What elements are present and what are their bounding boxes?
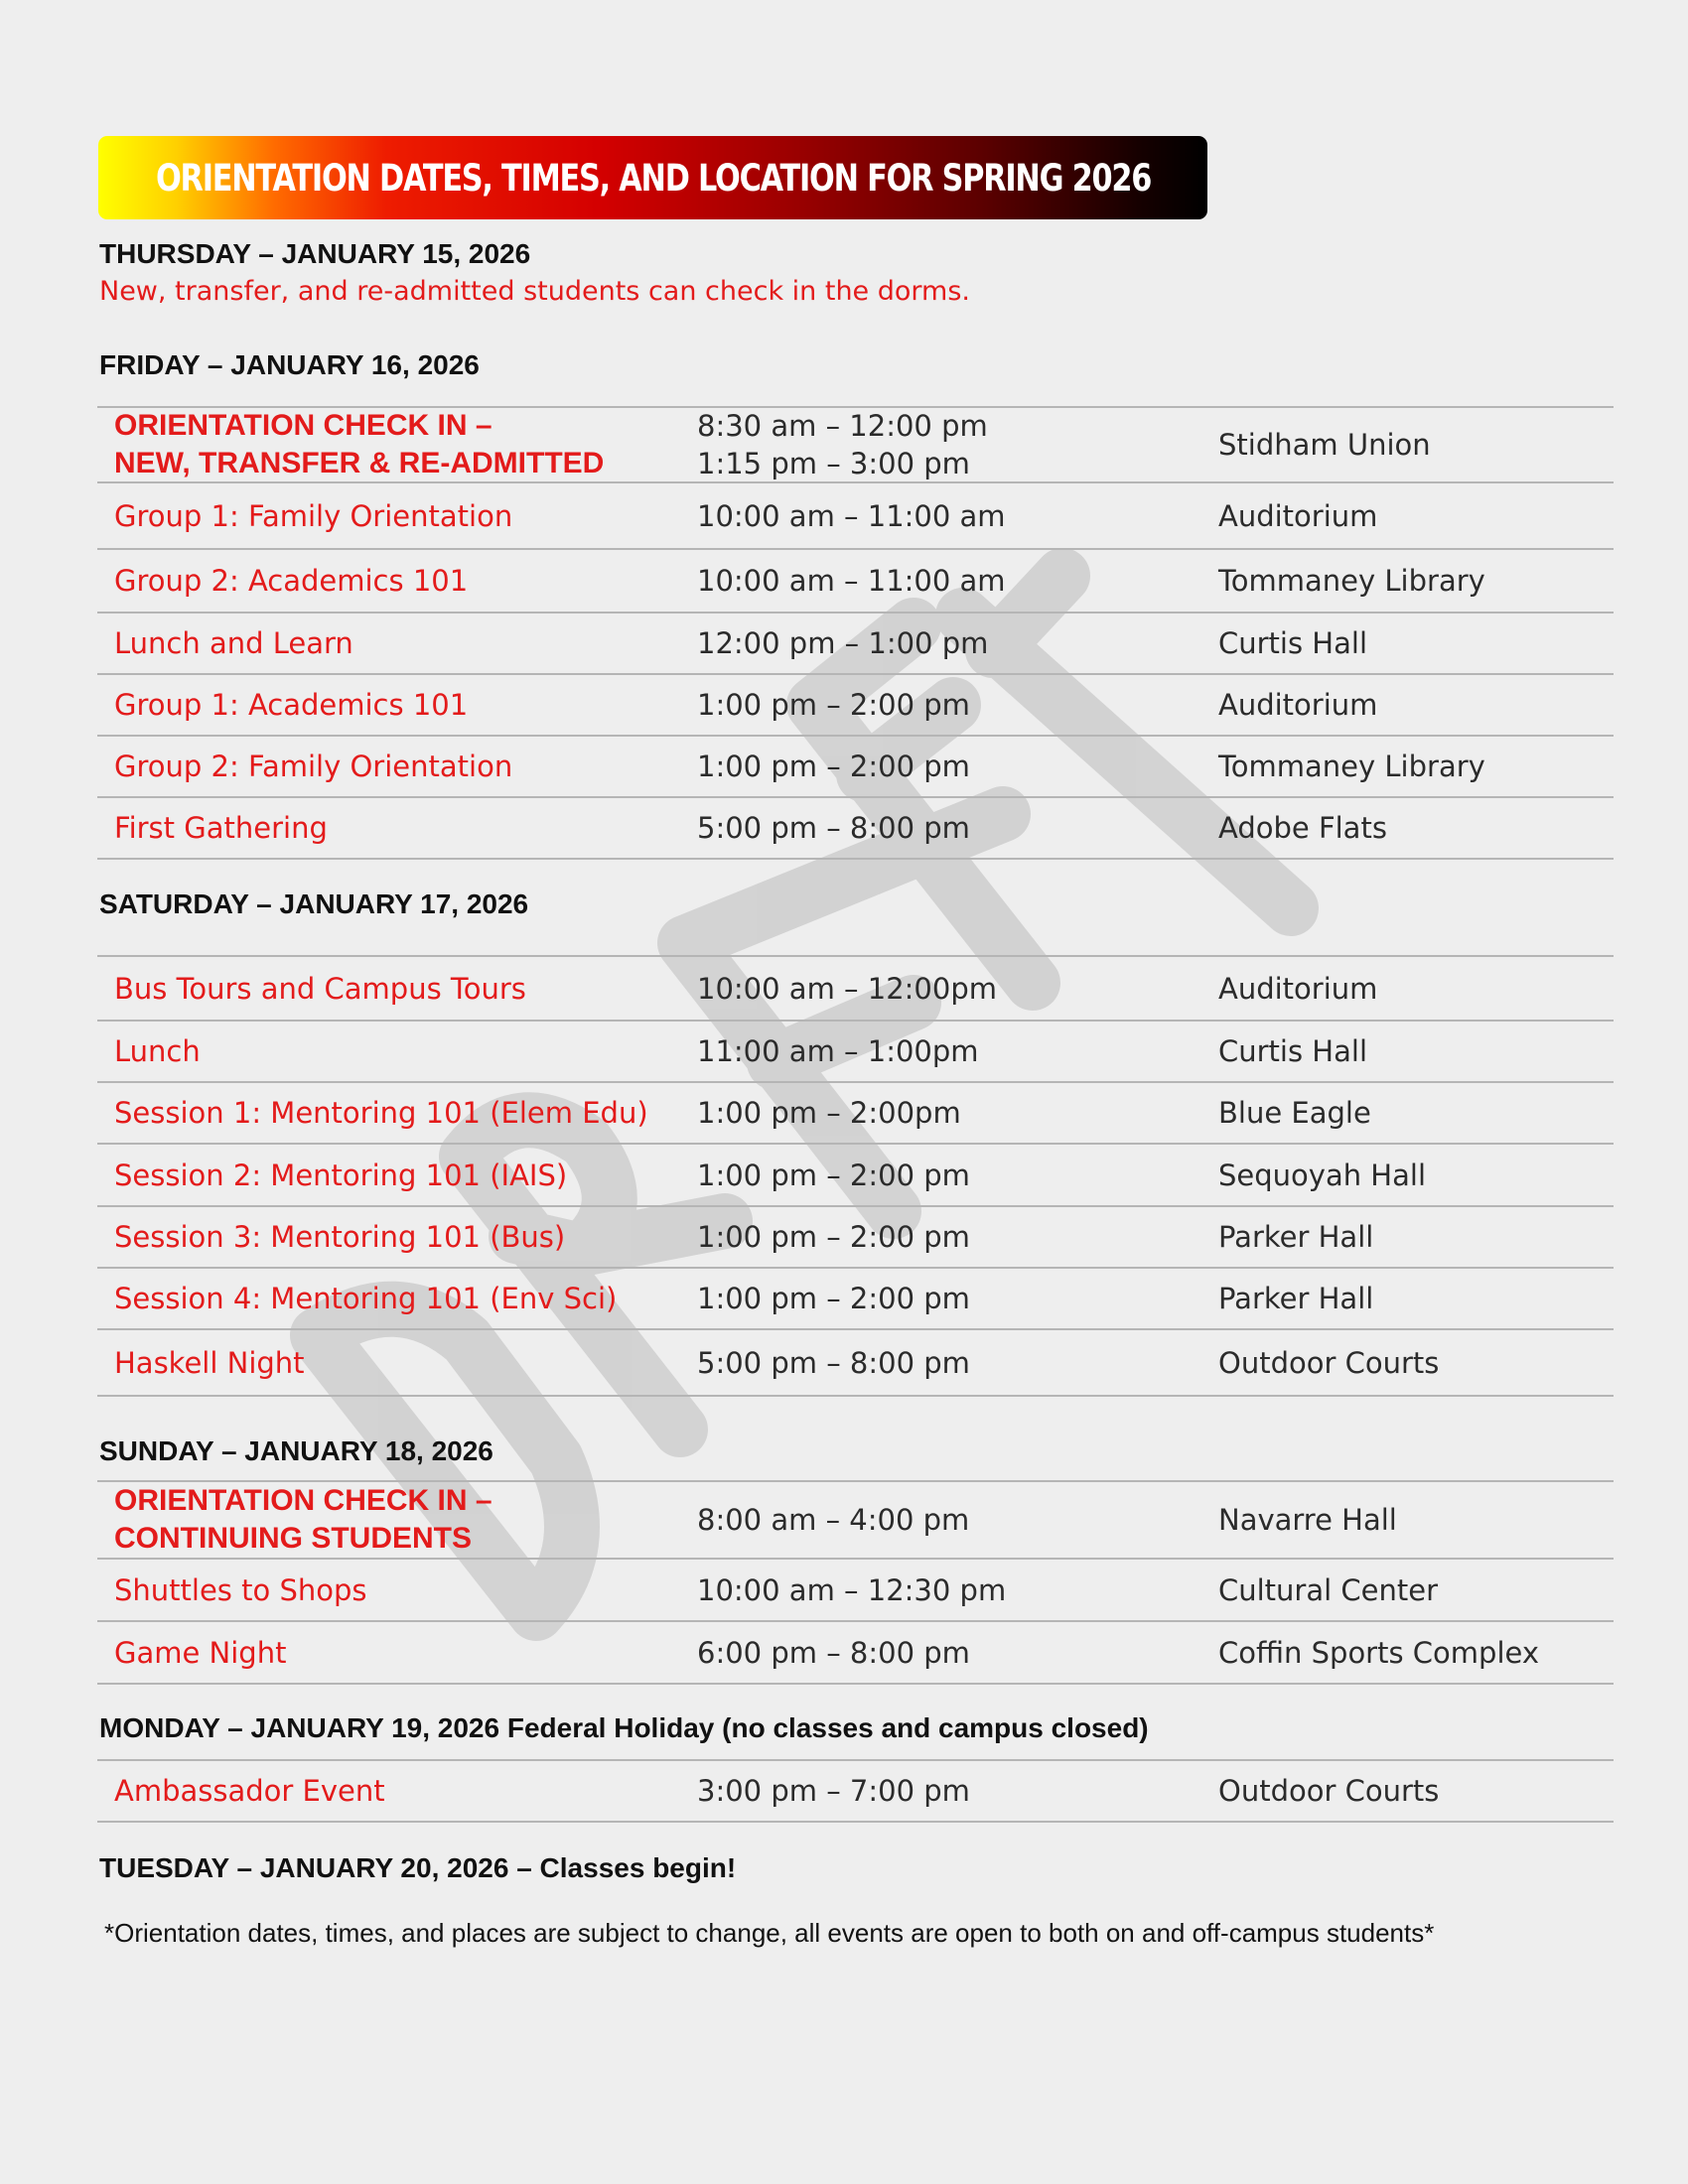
event-name: Session 2: Mentoring 101 (IAIS) — [114, 1158, 568, 1192]
event-location: Sequoyah Hall — [1218, 1158, 1427, 1192]
event-location: Parker Hall — [1218, 1220, 1374, 1254]
table-row — [97, 1482, 1614, 1558]
event-name: Lunch and Learn — [114, 626, 353, 660]
table-row — [97, 798, 1614, 858]
event-time: 10:00 am – 12:00pm — [697, 971, 997, 1006]
event-location: Tommaney Library — [1218, 564, 1485, 598]
divider — [97, 1395, 1614, 1397]
event-location: Outdoor Courts — [1218, 1774, 1440, 1808]
event-location: Auditorium — [1218, 498, 1378, 533]
divider — [97, 1683, 1614, 1685]
event-name: Shuttles to Shops — [114, 1572, 367, 1607]
event-location: Curtis Hall — [1218, 626, 1367, 660]
table-row — [97, 1022, 1614, 1081]
event-name: ORIENTATION CHECK IN – CONTINUING STUDENTS — [114, 1484, 492, 1555]
event-location: Cultural Center — [1218, 1572, 1439, 1607]
table-row — [97, 1083, 1614, 1143]
monday-heading: MONDAY – JANUARY 19, 2026 Federal Holiday (no classes and campus closed) — [99, 1712, 1149, 1743]
event-time: 5:00 pm – 8:00 pm — [697, 1345, 970, 1380]
title-banner — [98, 136, 1207, 219]
tuesday-heading: TUESDAY – JANUARY 20, 2026 – Classes begin! — [99, 1852, 737, 1883]
event-name: Lunch — [114, 1034, 201, 1068]
event-location: Parker Hall — [1218, 1282, 1374, 1315]
event-time: 3:00 pm – 7:00 pm — [697, 1774, 970, 1808]
event-name: Group 2: Academics 101 — [114, 564, 469, 598]
event-name: Group 1: Academics 101 — [114, 688, 469, 722]
event-time: 10:00 am – 11:00 am — [697, 498, 1006, 533]
event-time: 12:00 pm – 1:00 pm — [697, 626, 989, 660]
event-time: 11:00 am – 1:00pm — [697, 1034, 979, 1068]
event-location: Tommaney Library — [1218, 750, 1485, 783]
event-time: 10:00 am – 11:00 am — [697, 564, 1006, 598]
event-location: Outdoor Courts — [1218, 1345, 1440, 1380]
table-row — [97, 957, 1614, 1020]
thursday-note: New, transfer, and re-admitted students can check in the dorms. — [99, 276, 970, 307]
event-time: 1:00 pm – 2:00pm — [697, 1096, 961, 1130]
event-name: First Gathering — [114, 811, 328, 845]
table-row — [97, 1330, 1614, 1395]
table-row — [97, 1560, 1614, 1620]
event-location: Blue Eagle — [1218, 1096, 1371, 1130]
event-time: 1:00 pm – 2:00 pm — [697, 750, 970, 783]
event-location: Adobe Flats — [1218, 811, 1387, 845]
event-time: 10:00 am – 12:30 pm — [697, 1572, 1007, 1607]
table-row — [97, 1761, 1614, 1821]
sunday-heading: SUNDAY – JANUARY 18, 2026 — [99, 1435, 493, 1466]
table-row — [97, 675, 1614, 735]
page-title: ORIENTATION DATES, TIMES, AND LOCATION FOR SPRING 2026 — [156, 156, 1152, 200]
table-row — [97, 1269, 1614, 1328]
event-name: Ambassador Event — [114, 1774, 385, 1808]
saturday-heading: SATURDAY – JANUARY 17, 2026 — [99, 888, 529, 919]
table-row — [97, 407, 1614, 482]
event-name: Haskell Night — [114, 1345, 305, 1380]
event-location: Curtis Hall — [1218, 1034, 1367, 1068]
event-time: 1:00 pm – 2:00 pm — [697, 1158, 970, 1192]
event-time: 5:00 pm – 8:00 pm — [697, 811, 970, 845]
event-location: Stidham Union — [1218, 428, 1431, 462]
table-row — [97, 614, 1614, 673]
event-name: ORIENTATION CHECK IN – NEW, TRANSFER & RE-ADMITTED — [114, 409, 605, 479]
event-name: Session 3: Mentoring 101 (Bus) — [114, 1220, 566, 1254]
table-row — [97, 1207, 1614, 1267]
friday-heading: FRIDAY – JANUARY 16, 2026 — [99, 349, 480, 380]
event-name: Group 2: Family Orientation — [114, 750, 513, 783]
divider — [97, 1821, 1614, 1823]
event-location: Coffin Sports Complex — [1218, 1635, 1540, 1670]
table-row — [97, 1145, 1614, 1205]
event-time: 1:00 pm – 2:00 pm — [697, 1282, 970, 1315]
event-time: 8:30 am – 12:00 pm 1:15 pm – 3:00 pm — [697, 409, 988, 480]
event-name: Game Night — [114, 1635, 287, 1670]
event-time: 1:00 pm – 2:00 pm — [697, 688, 970, 722]
event-location: Auditorium — [1218, 971, 1378, 1006]
event-time: 1:00 pm – 2:00 pm — [697, 1220, 970, 1254]
event-location: Auditorium — [1218, 688, 1378, 722]
divider — [97, 858, 1614, 860]
table-row — [97, 550, 1614, 612]
table-row — [97, 737, 1614, 796]
event-time: 8:00 am – 4:00 pm — [697, 1503, 970, 1537]
thursday-heading: THURSDAY – JANUARY 15, 2026 — [99, 238, 531, 269]
event-name: Bus Tours and Campus Tours — [114, 971, 526, 1006]
event-name: Group 1: Family Orientation — [114, 498, 513, 533]
event-name: Session 4: Mentoring 101 (Env Sci) — [114, 1282, 618, 1315]
table-row — [97, 483, 1614, 548]
table-row — [97, 1622, 1614, 1683]
event-location: Navarre Hall — [1218, 1503, 1397, 1537]
footnote: *Orientation dates, times, and places are subject to change, all events are open to both on and off-campus students* — [104, 1918, 1435, 1948]
event-time: 6:00 pm – 8:00 pm — [697, 1635, 970, 1670]
event-name: Session 1: Mentoring 101 (Elem Edu) — [114, 1096, 648, 1130]
